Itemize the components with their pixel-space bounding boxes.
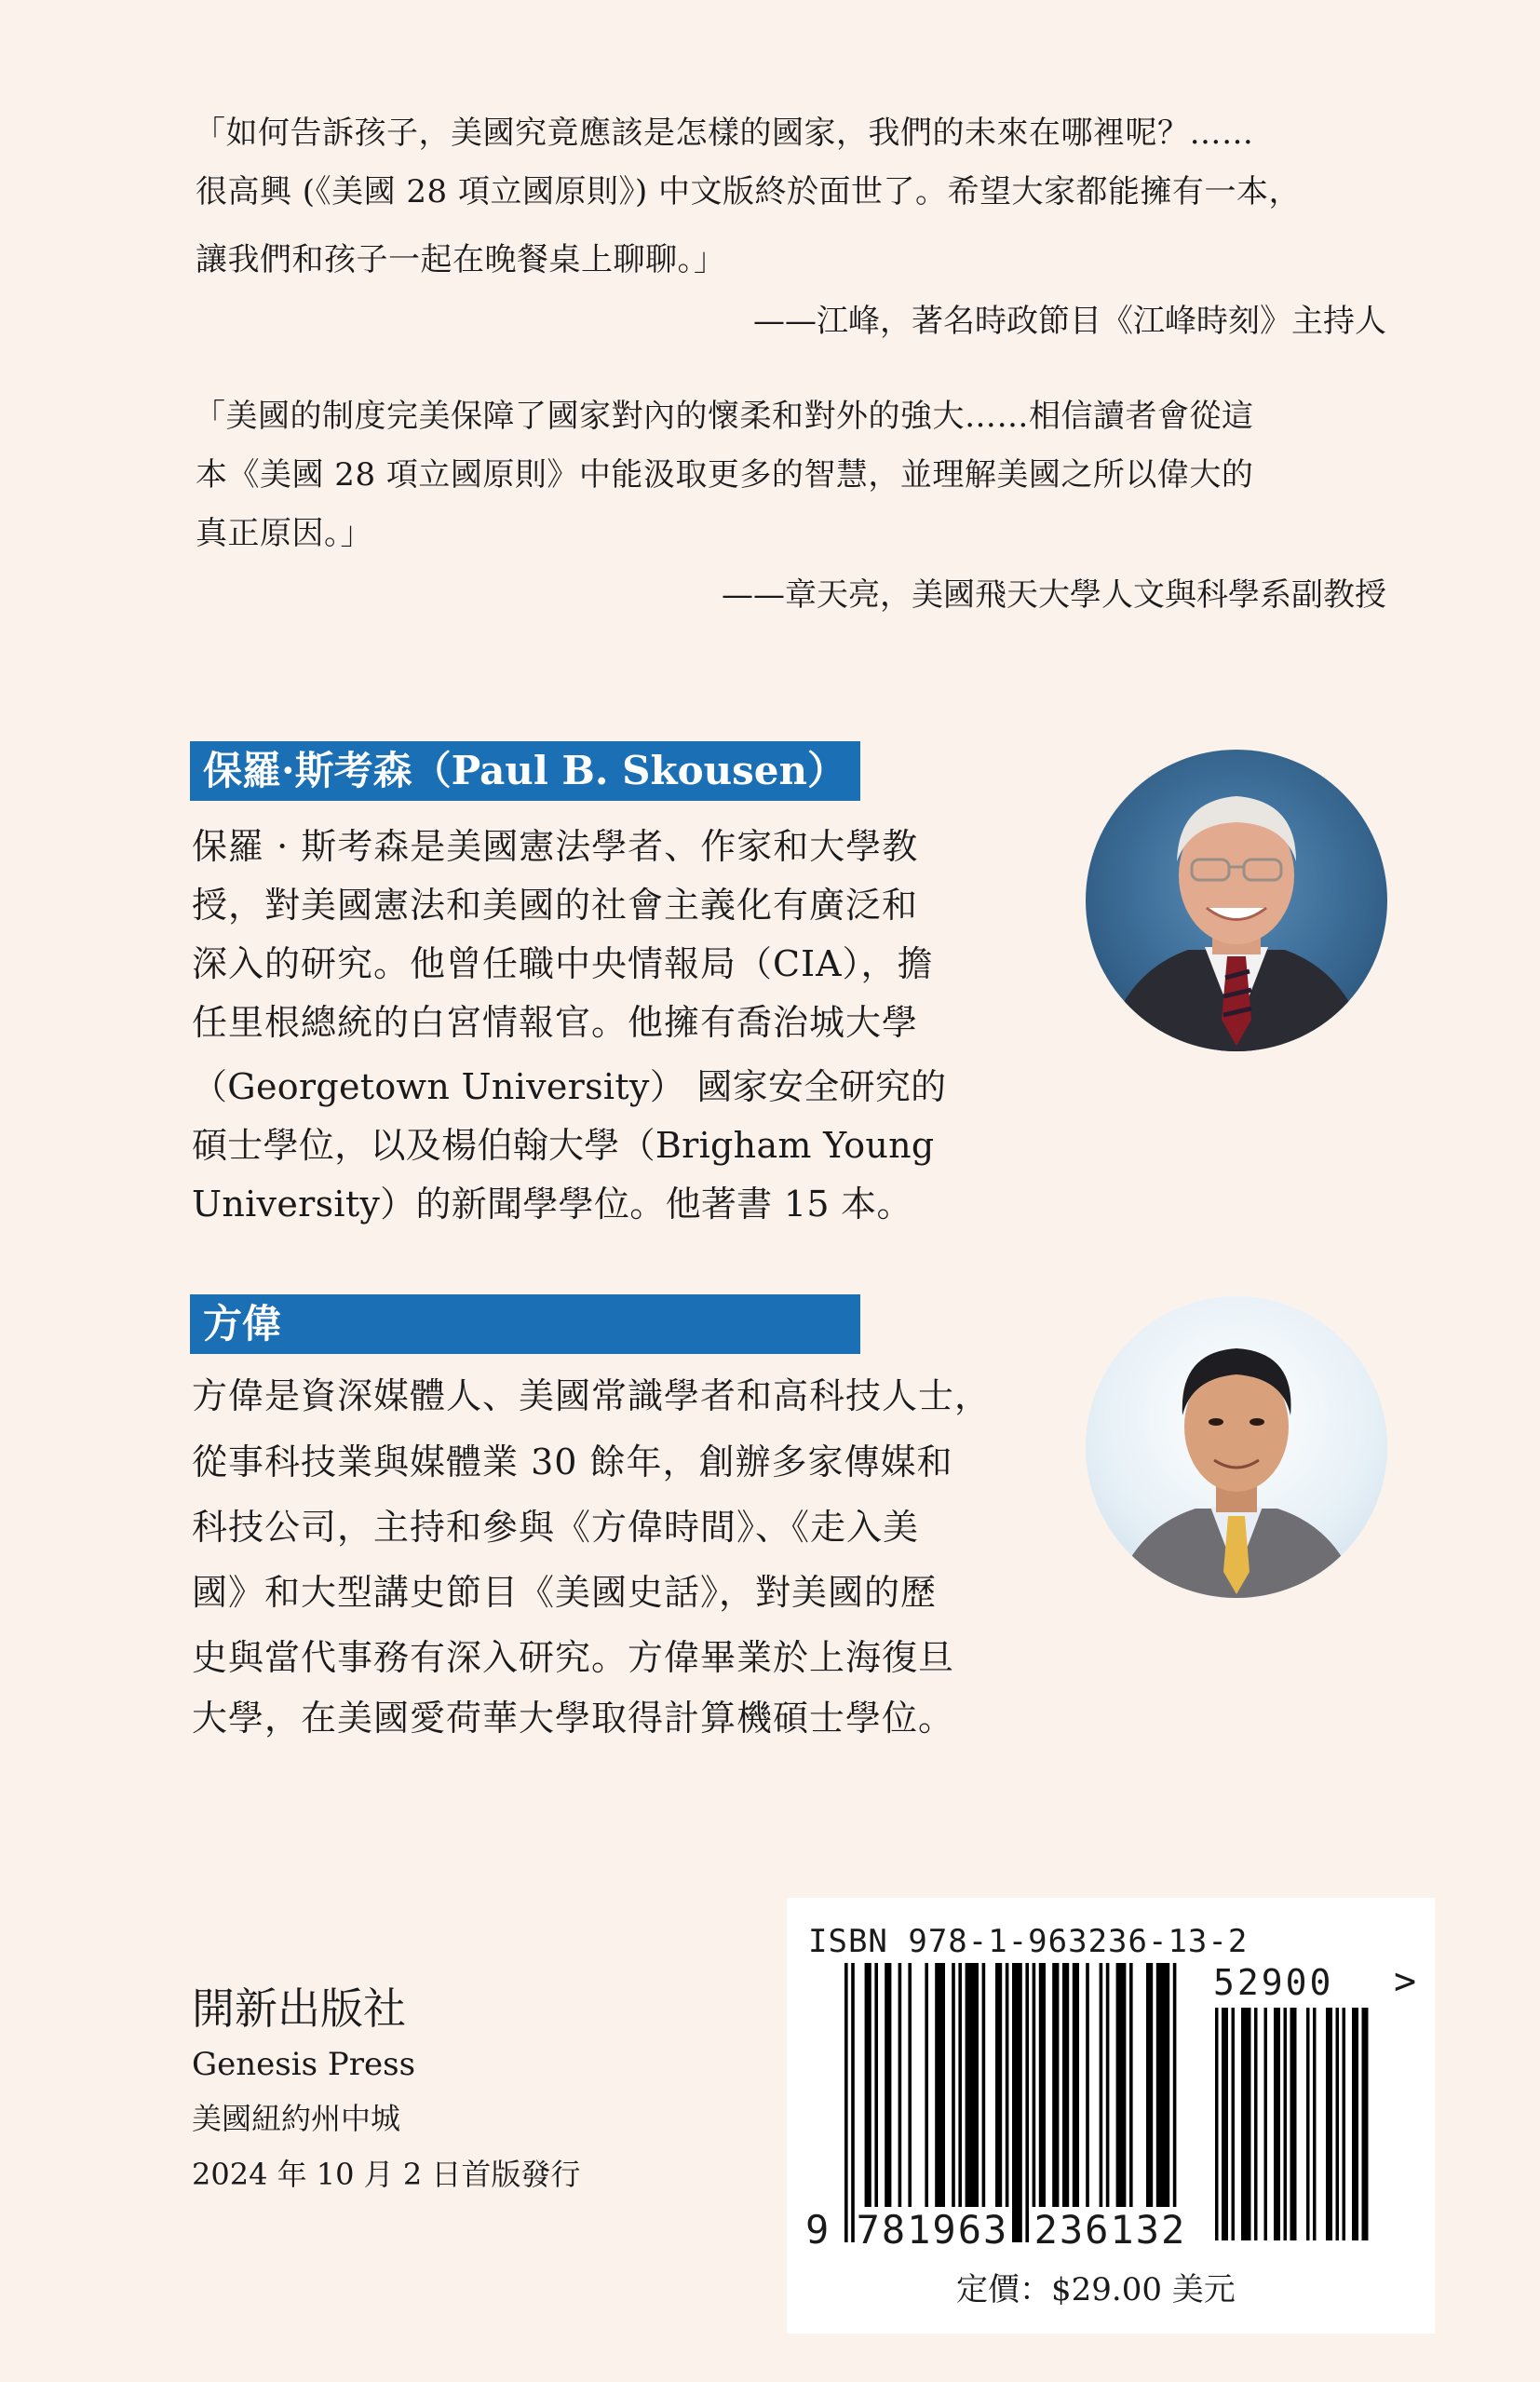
barcode-bar (1006, 1963, 1009, 2207)
barcode-bar (1274, 2008, 1280, 2240)
barcode-bar (1264, 2008, 1268, 2240)
barcode-bar (1116, 1963, 1127, 2207)
barcode-bar (925, 1963, 928, 2207)
quote-1-attribution: ——江峰，著名時政節目《江峰時刻》主持人 (753, 303, 1386, 340)
barcode-bar (898, 1963, 902, 2207)
bio-line: University）的新聞學學位。他著書 15 本。 (192, 1184, 912, 1225)
barcode-bar (1100, 1963, 1103, 2207)
barcode-bar (1336, 2008, 1340, 2240)
quote-1-line-2: 很高興 (《美國 28 項立國原則》) 中文版終於面世了。希望大家都能擁有一本， (196, 173, 1302, 210)
barcode-bar (958, 1963, 962, 2207)
barcode-bar (1052, 1963, 1059, 2207)
barcode-bar (1129, 1963, 1133, 2207)
barcode-bar (1241, 2008, 1251, 2240)
barcode-bar (952, 1963, 955, 2207)
barcode-bar (1306, 2008, 1310, 2240)
barcode-bar (1012, 1963, 1022, 2242)
price-label: 定價：$29.00 美元 (956, 2271, 1236, 2308)
bio-line: 深入的研究。他曾任職中央情報局（CIA），擔 (192, 943, 934, 984)
addon-barcode (1215, 2008, 1392, 2240)
barcode-bar (1343, 2008, 1346, 2240)
publisher-edition: 2024 年 10 月 2 日首版發行 (192, 2157, 581, 2192)
barcode-digits: 9 781963 236132 (805, 2207, 1187, 2253)
barcode-bar (995, 1963, 1002, 2207)
barcode-bar (1062, 1963, 1069, 2207)
bio-line: 科技公司，主持和參與《方偉時間》、《走入美 (192, 1507, 920, 1548)
barcode-bar (1326, 2008, 1332, 2240)
barcode-bar (1025, 1963, 1029, 2242)
barcode-bar (1352, 2008, 1358, 2240)
barcode-bar (1033, 1963, 1036, 2207)
quote-1-line-1: 「如何告訴孩子，美國究竟應該是怎樣的國家，我們的未來在哪裡呢？…… (194, 115, 1254, 152)
barcode-bar (1156, 1963, 1169, 2207)
bio-line: 碩士學位，以及楊伯翰大學（Brigham Young (192, 1125, 935, 1166)
barcode-bar (1232, 2008, 1236, 2240)
author-photo-fangwei (1086, 1296, 1387, 1598)
barcode-bar (908, 1963, 912, 2207)
quote-1-line-3: 讓我們和孩子一起在晚餐桌上聊聊。」 (196, 241, 726, 278)
author-photo-skousen (1086, 750, 1387, 1051)
barcode-bar (1254, 2008, 1258, 2240)
barcode-bar (1362, 2008, 1369, 2240)
bio-line: 方偉是資深媒體人、美國常識學者和高科技人士， (192, 1375, 992, 1416)
isbn-label: ISBN 978-1-963236-13-2 (808, 1923, 1249, 1960)
publisher-name-zh: 開新出版社 (192, 1983, 406, 2034)
addon-arrow: > (1394, 1960, 1417, 2003)
barcode-bar (1106, 1963, 1110, 2207)
addon-digits: 52900 (1213, 1962, 1334, 2003)
barcode-bar (1086, 1963, 1089, 2207)
barcode-bar (1284, 2008, 1288, 2240)
barcode-bar (982, 1963, 986, 2207)
quote-2-line-1: 「美國的制度完美保障了國家對內的懷柔和對外的強大……相信讀者會從這 (194, 398, 1254, 435)
barcode-bar (874, 1963, 878, 2207)
barcode-panel (787, 1898, 1435, 2334)
author-heading-fangwei: 方偉 (190, 1294, 860, 1354)
isbn-barcode (844, 1963, 1180, 2242)
publisher-name-en: Genesis Press (192, 2046, 416, 2083)
bio-line: 授，對美國憲法和美國的社會主義化有廣泛和 (192, 885, 919, 926)
bio-line: 從事科技業與媒體業 30 餘年，創辦多家傳媒和 (192, 1441, 953, 1482)
quote-2-line-2: 本《美國 28 項立國原則》中能汲取更多的智慧，並理解美國之所以偉大的 (196, 456, 1254, 494)
barcode-bar (885, 1963, 891, 2207)
barcode-bar (1173, 1963, 1177, 2207)
barcode-bar (935, 1963, 945, 2207)
bio-line: （Georgetown University） 國家安全研究的 (192, 1066, 947, 1107)
barcode-bar (1222, 2008, 1228, 2240)
barcode-bar (1073, 1963, 1079, 2207)
barcode-bar (1215, 2008, 1219, 2240)
author-heading-skousen: 保羅·斯考森（Paul B. Skousen） (190, 741, 860, 801)
bio-line: 國》和大型講史節目《美國史話》，對美國的歷 (192, 1572, 938, 1613)
bio-line: 大學，在美國愛荷華大學取得計算機碩士學位。 (192, 1698, 955, 1739)
barcode-bar (1290, 2008, 1297, 2240)
bio-line: 史與當代事務有深入研究。方偉畢業於上海復旦 (192, 1637, 955, 1678)
bio-line: 任里根總統的白宮情報官。他擁有喬治城大學 (192, 1002, 919, 1043)
publisher-location: 美國紐約州中城 (192, 2101, 401, 2136)
barcode-bar (966, 1963, 979, 2207)
quote-2-line-3: 真正原因。」 (196, 515, 372, 552)
barcode-bar (1146, 1963, 1153, 2207)
barcode-bar (1039, 1963, 1046, 2207)
barcode-bar (851, 1963, 855, 2242)
quote-2-attribution: ——章天亮，美國飛天大學人文與科學系副教授 (722, 576, 1386, 614)
bio-line: 保羅 · 斯考森是美國憲法學者、作家和大學教 (192, 826, 919, 867)
barcode-bar (1313, 2008, 1317, 2240)
barcode-bar (844, 1963, 848, 2242)
barcode-bar (865, 1963, 871, 2207)
